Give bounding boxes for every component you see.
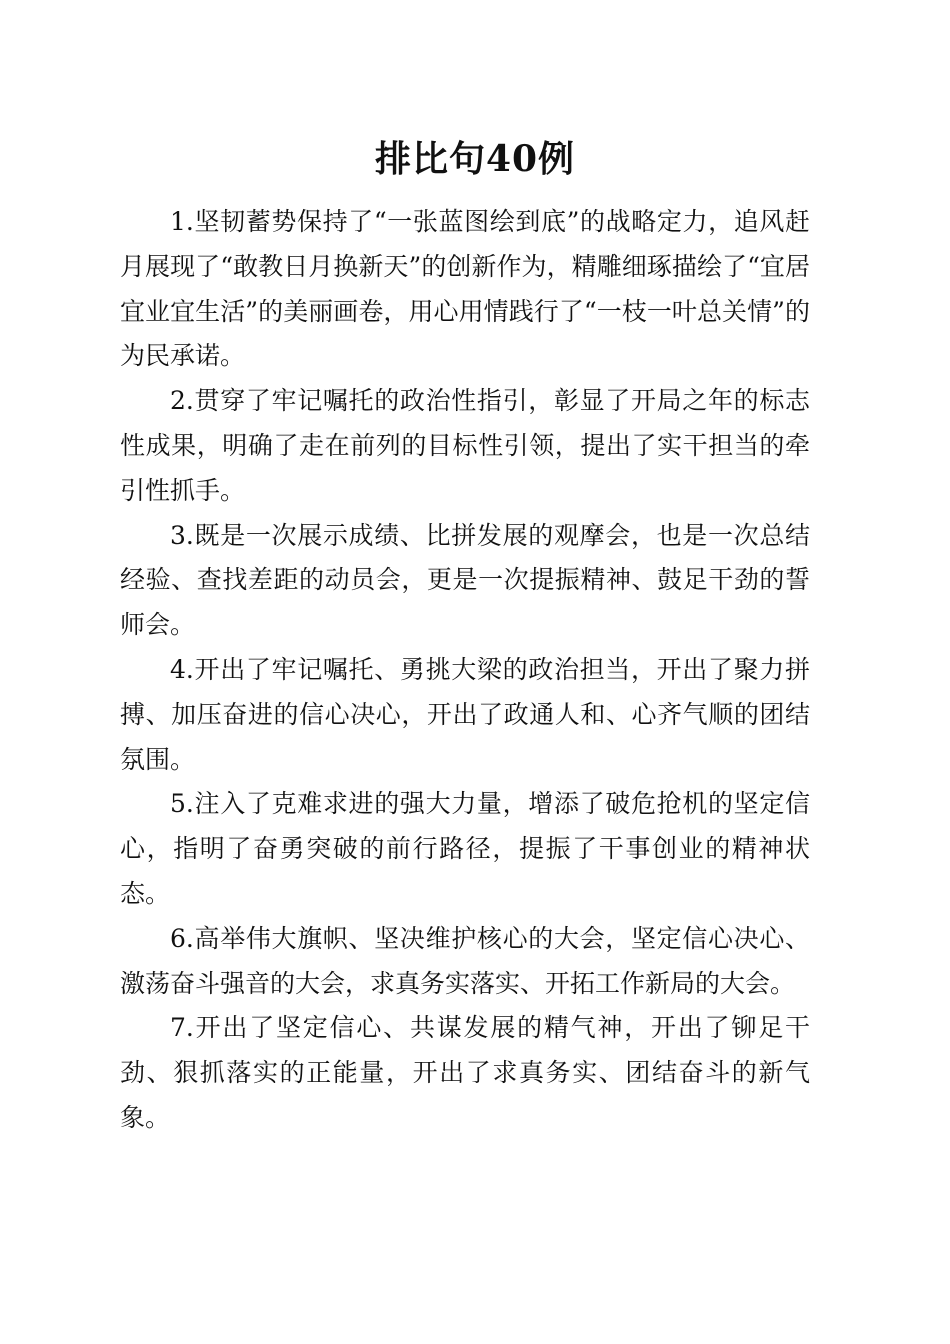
document-title: 排比句40例: [374, 138, 576, 180]
paragraph-2: 2.贯穿了牢记嘱托的政治性指引，彰显了开局之年的标志性成果，明确了走在前列的目标性引领，提出了实干担当的牵引性抓手。: [120, 386, 810, 505]
paragraph-6: 6.高举伟大旗帜、坚决维护核心的大会，坚定信心决心、激荡奋斗强音的大会，求真务实落实、开拓工作新局的大会。: [120, 923, 810, 998]
paragraph-3: 3.既是一次展示成绩、比拼发展的观摩会，也是一次总结经验、查找差距的动员会，更是一次提振精神、鼓足干劲的誓师会。: [120, 520, 810, 640]
paragraph-4: 4.开出了牢记嘱托、勇挑大梁的政治担当，开出了聚力拼搏、加压奋进的信心决心，开出了政通人和、心齐气顺的团结氛围。: [120, 654, 810, 774]
paragraph-1: 1.坚韧蓄势保持了“一张蓝图绘到底”的战略定力，追风赶月展现了“敢教日月换新天”的创新作为，精雕细琢描绘了“宜居宜业宜生活”的美丽画卷，用心用情践行了“一枝一叶总关情”的为民承诺。: [120, 207, 810, 371]
paragraph-7: 7.开出了坚定信心、共谋发展的精气神，开出了铆足干劲、狠抓落实的正能量，开出了求真务实、团结奋斗的新气象。: [120, 1013, 810, 1132]
paragraph-5: 5.注入了克难求进的强大力量，增添了破危抢机的坚定信心，指明了奋勇突破的前行路径，提振了干事创业的精神状态。: [120, 789, 810, 908]
document-body: [120, 200, 810, 1141]
